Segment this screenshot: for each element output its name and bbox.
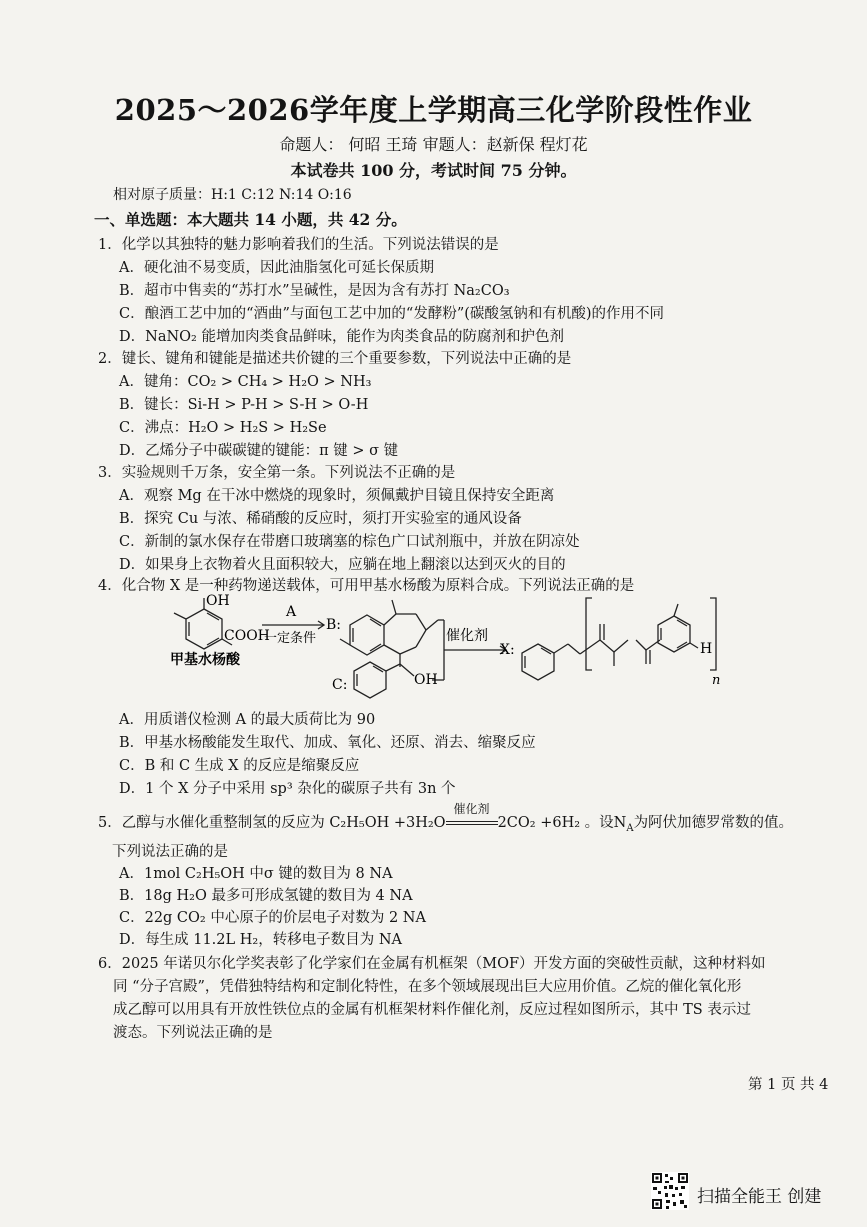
atomic-mass: 相对原子质量：H:1 C:12 N:14 O:16 [113,187,352,203]
scanner-watermark: 扫描全能王 创建 [697,1187,822,1207]
question-4-option-b: B．甲基水杨酸能发生取代、加成、氧化、还原、消去、缩聚反应 [119,735,536,751]
question-3-option-b: B．探究 Cu 与浓、稀硝酸的反应时，须打开实验室的通风设备 [119,511,522,527]
question-1-option-d: D．NaNO₂ 能增加肉类食品鲜味，能作为肉类食品的防腐剂和护色剂 [119,329,564,345]
question-4-option-d: D．1 个 X 分子中采用 sp³ 杂化的碳原子共有 3n 个 [119,781,456,797]
reaction-condition: 一定条件 [264,631,317,646]
catalyst-label: 催化剂 [446,628,488,644]
b-label: B: [326,617,342,633]
question-3-option-d: D．如果身上衣物着火且面积较大，应躺在地上翻滚以达到灭火的目的 [119,557,566,573]
question-6-line-4: 渡态。下列说法正确的是 [113,1025,273,1041]
question-3-stem: 3．实验规则千万条，安全第一条。下列说法不正确的是 [98,465,456,481]
question-2-option-d: D．乙烯分子中碳碳键的键能：π 键 > σ 键 [119,443,399,459]
end-h-label: H [700,641,713,657]
catalyst-equals [446,802,498,831]
catalyst-over-arrow: 催化剂 [453,802,490,816]
benzene-ring-x1 [522,644,554,680]
reagent-a: A [286,604,297,620]
question-5-option-c: C．22g CO₂ 中心原子的价层电子对数为 2 NA [119,910,426,926]
question-1-stem: 1．化学以其独特的魅力影响着我们的生活。下列说法错误的是 [98,237,499,253]
question-2-option-b: B．键长：Si-H > P-H > S-H > O-H [119,397,369,413]
x-label: X: [500,642,515,658]
cooh-label: COOH [224,628,270,644]
na-subscript: A [626,822,634,834]
question-5-option-a: A．1mol C₂H₅OH 中σ 键的数目为 8 NA [119,866,393,882]
question-6-line-2: 同 “分子宫殿”，凭借独特结构和定制化特性，在多个领域展现出巨大应用价值。乙烷的催化氧化形 [113,979,742,995]
question-1-option-a: A．硬化油不易变质，因此油脂氢化可延长保质期 [119,260,434,276]
benzene-ring-c [354,662,386,698]
question-1-option-c: C．酿酒工艺中加的“酒曲”与面包工艺中加的“发酵粉”(碳酸氢钠和有机酸)的作用不同 [119,306,665,322]
question-4-option-a: A．用质谱仪检测 A 的最大质荷比为 90 [119,712,376,728]
question-3-option-c: C．新制的氯水保存在带磨口玻璃塞的棕色广口试剂瓶中，并放在阴凉处 [119,534,580,550]
question-2-option-c: C．沸点：H₂O > H₂S > H₂Se [119,420,327,436]
question-3-option-a: A．观察 Mg 在干冰中燃烧的现象时，须佩戴护目镜且保持安全距离 [119,488,555,504]
question-5-stem-part-b: 2CO₂ +6H₂ 。设N [497,815,627,831]
question-4-option-c: C．B 和 C 生成 X 的反应是缩聚反应 [119,758,360,774]
question-5-option-d: D．每生成 11.2L H₂，转移电子数目为 NA [119,932,402,948]
question-2-option-a: A．键角：CO₂ > CH₄ > H₂O > NH₃ [119,374,372,390]
question-2-stem: 2．键长、键角和键能是描述共价键的三个重要参数，下列说法中正确的是 [98,351,572,367]
exam-info: 本试卷共 100 分，考试时间 75 分钟。 [290,161,577,180]
question-1-option-b: B．超市中售卖的“苏打水”呈碱性，是因为含有苏打 Na₂CO₃ [119,283,510,299]
page-number: 第 1 页 共 4 [748,1077,829,1093]
question-5-stem-part-c: 为阿伏加德罗常数的值。 [633,815,794,831]
question-5-stem-2: 下列说法正确的是 [112,844,228,860]
section-heading: 一、单选题：本大题共 14 小题，共 42 分。 [94,210,407,229]
question-5-stem [98,802,794,834]
c-label: C: [332,677,348,693]
question-5-stem-part-a: 5．乙醇与水催化重整制氢的反应为 C₂H₅OH +3H₂O [98,815,446,831]
oh-label: OH [206,593,230,609]
start-material-name: 甲基水杨酸 [170,652,240,668]
question-6-line-1: 6．2025 年诺贝尔化学奖表彰了化学家们在金属有机框架（MOF）开发方面的突破性贡献，这种材料如 [98,956,766,972]
reaction-scheme [160,592,720,704]
qr-code-icon [651,1172,689,1210]
benzene-ring-x2 [658,616,690,652]
question-4-stem: 4．化合物 X 是一种药物递送载体，可用甲基水杨酸为原料合成。下列说法正确的是 [98,578,635,594]
benzene-ring-b [350,615,384,655]
c-oh-label: OH [414,672,438,688]
n-subscript: n [712,673,720,688]
page-title: 2025～2026学年度上学期高三化学阶段性作业 [114,93,753,127]
authors-line: 命题人： 何昭 王琦 审题人：赵新保 程灯花 [279,135,588,154]
question-6-line-3: 成乙醇可以用具有开放性铁位点的金属有机框架材料作催化剂，反应过程如图所示，其中 TS 表示过 [113,1002,751,1018]
benzene-ring-1 [186,609,222,649]
question-5-option-b: B．18g H₂O 最多可形成氢键的数目为 4 NA [119,888,413,904]
